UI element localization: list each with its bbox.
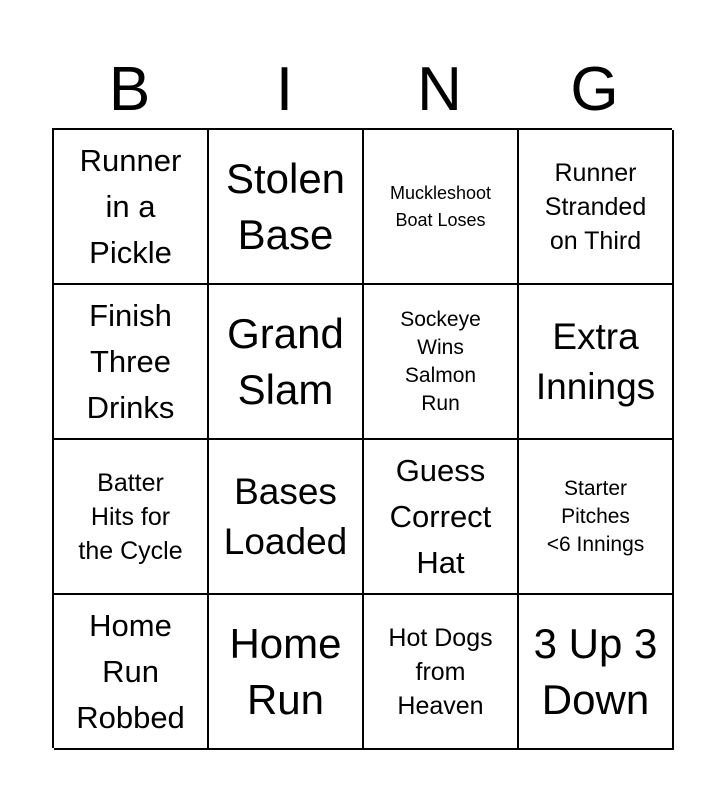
- bingo-cell-r3c4[interactable]: [519, 440, 674, 595]
- cell-text: Guess Correct Hat: [389, 452, 492, 580]
- bingo-cell-r1c4[interactable]: [519, 130, 674, 285]
- bingo-cell-r4c1[interactable]: [54, 595, 209, 750]
- bingo-grid: [52, 128, 672, 748]
- bingo-cell-r2c2[interactable]: [209, 285, 364, 440]
- header-letter-n: N: [417, 55, 462, 124]
- cell-text: Bases Loaded: [223, 470, 348, 562]
- cell-text: Sockeye Wins Salmon Run: [400, 307, 481, 415]
- cell-text: Muckleshoot Boat Loses: [389, 182, 492, 230]
- bingo-cell-r1c2[interactable]: [209, 130, 364, 285]
- bingo-cell-r2c3[interactable]: [364, 285, 519, 440]
- bingo-header: [52, 52, 672, 128]
- header-letter-i: I: [275, 55, 294, 124]
- bingo-cell-r3c1[interactable]: [54, 440, 209, 595]
- cell-text: Stolen Base: [225, 154, 346, 258]
- cell-text: Home Run Robbed: [76, 607, 185, 735]
- bingo-cell-r3c3[interactable]: [364, 440, 519, 595]
- header-letter-b: B: [108, 55, 151, 124]
- cell-text: Runner in a Pickle: [79, 142, 182, 270]
- cell-text: 3 Up 3 Down: [533, 619, 658, 723]
- bingo-cell-r1c1[interactable]: [54, 130, 209, 285]
- bingo-cell-r1c3[interactable]: [364, 130, 519, 285]
- bingo-cell-r2c1[interactable]: [54, 285, 209, 440]
- cell-text: Starter Pitches <6 Innings: [546, 476, 645, 556]
- bingo-cell-r4c4[interactable]: [519, 595, 674, 750]
- cell-text: Finish Three Drinks: [86, 297, 175, 425]
- cell-text: Extra Innings: [535, 315, 656, 407]
- bingo-cell-r4c2[interactable]: [209, 595, 364, 750]
- cell-text: Grand Slam: [227, 309, 344, 413]
- bingo-cell-r2c4[interactable]: [519, 285, 674, 440]
- cell-text: Batter Hits for the Cycle: [78, 468, 183, 565]
- bingo-cell-r3c2[interactable]: [209, 440, 364, 595]
- cell-text: Hot Dogs from Heaven: [388, 623, 493, 720]
- bingo-cell-r4c3[interactable]: [364, 595, 519, 750]
- cell-text: Home Run: [229, 619, 342, 723]
- header-letter-g: G: [570, 55, 619, 124]
- cell-text: Runner Stranded on Third: [544, 158, 647, 255]
